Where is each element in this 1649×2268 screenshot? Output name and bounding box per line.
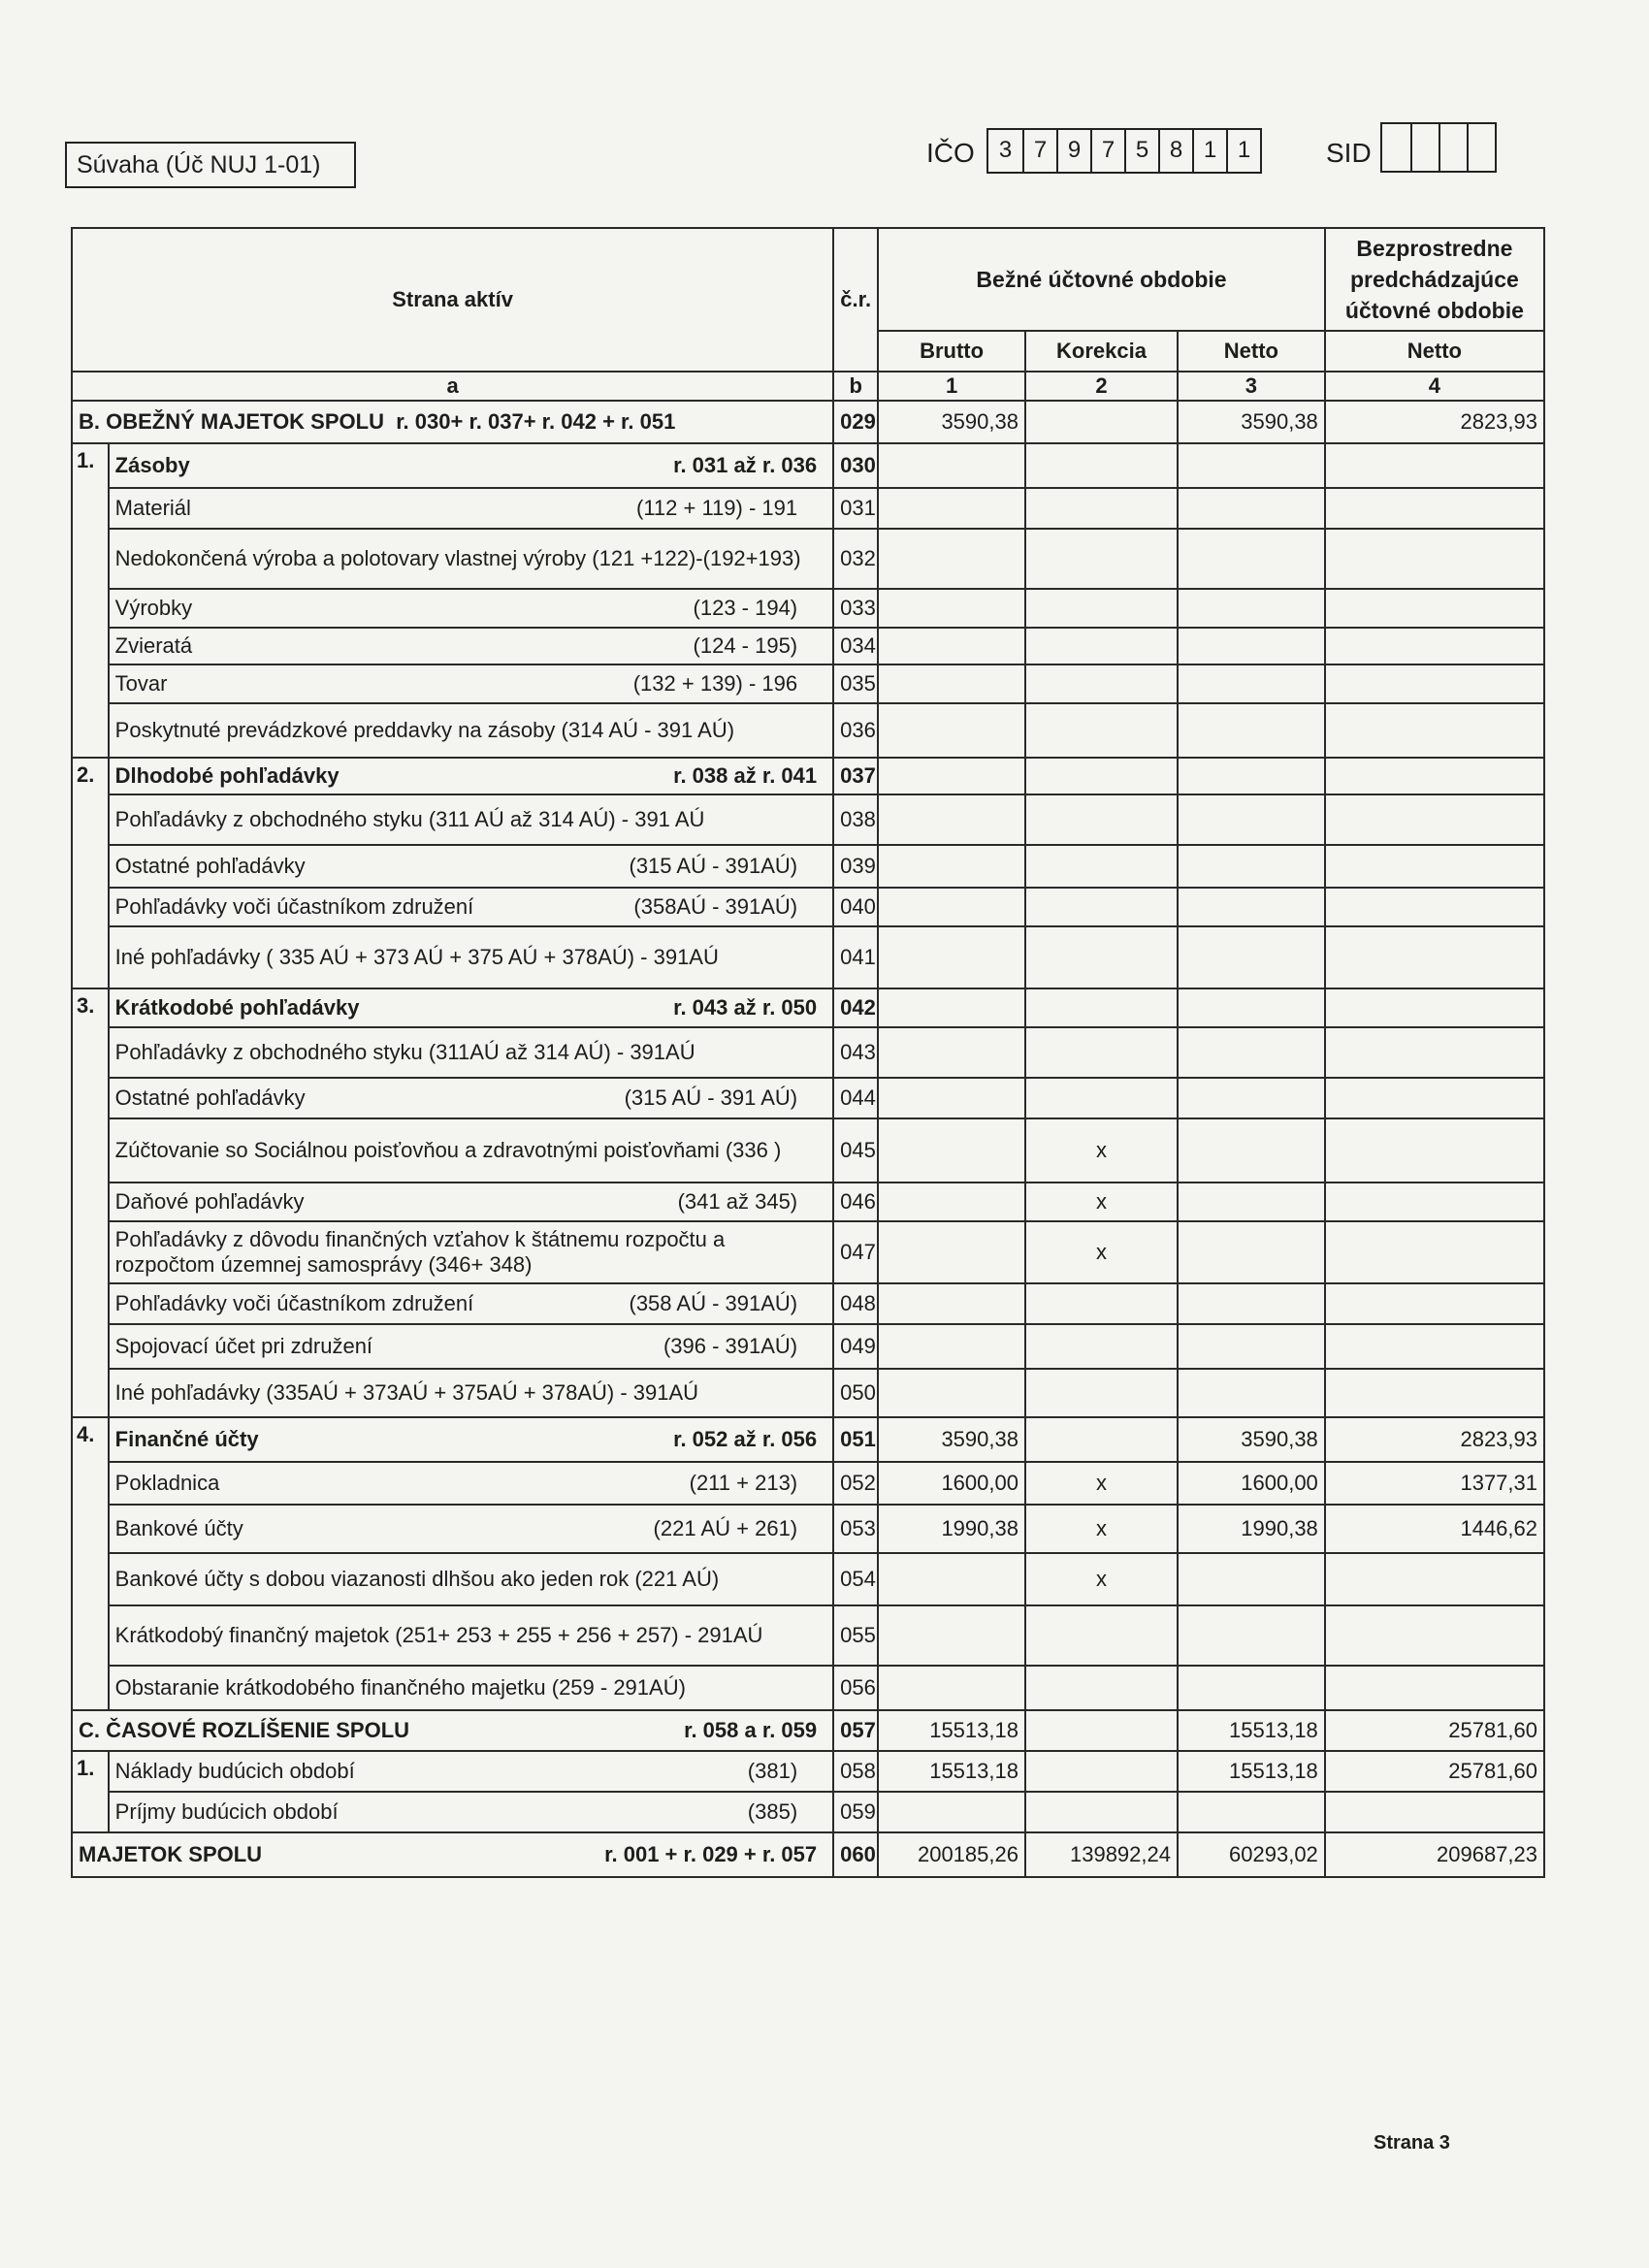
ico-digit: 7 xyxy=(1090,130,1124,172)
cell-brutto xyxy=(878,589,1025,628)
row-label: Poskytnuté prevádzkové preddavky na zásoby (314 AÚ - 391 AÚ) xyxy=(109,703,833,758)
cell-netto xyxy=(1178,1283,1325,1324)
cell-brutto xyxy=(878,1369,1025,1417)
cell-prev xyxy=(1325,758,1544,794)
row-code: 048 xyxy=(833,1283,878,1324)
table-row xyxy=(72,1505,1544,1553)
cell-prev xyxy=(1325,664,1544,703)
sid-digit-box xyxy=(1410,124,1439,171)
table-row xyxy=(72,1027,1544,1078)
cell-netto: 15513,18 xyxy=(1178,1710,1325,1751)
cell-prev: 209687,23 xyxy=(1325,1832,1544,1877)
row-code: 054 xyxy=(833,1553,878,1605)
table-row xyxy=(72,1792,1544,1832)
cell-prev xyxy=(1325,1369,1544,1417)
table-row xyxy=(72,758,1544,794)
idx-b: b xyxy=(833,372,878,401)
sid-boxes xyxy=(1380,122,1497,173)
row-code: 055 xyxy=(833,1605,878,1666)
cell-korekcia xyxy=(1025,401,1178,443)
cell-netto xyxy=(1178,628,1325,664)
cell-prev xyxy=(1325,488,1544,529)
cell-brutto xyxy=(878,1283,1025,1324)
cell-netto xyxy=(1178,1666,1325,1710)
cell-prev xyxy=(1325,1221,1544,1283)
row-label: Pohľadávky z dôvodu finančných vzťahov k štátnemu rozpočtu a rozpočtom územnej samosprávy (346+ 348) xyxy=(109,1221,833,1283)
cell-netto: 1600,00 xyxy=(1178,1462,1325,1505)
table-row xyxy=(72,1710,1544,1751)
cell-netto xyxy=(1178,794,1325,845)
cell-prev: 25781,60 xyxy=(1325,1710,1544,1751)
cell-brutto xyxy=(878,926,1025,988)
cell-netto xyxy=(1178,988,1325,1027)
row-label: Krátkodobý finančný majetok (251+ 253 + 255 + 256 + 257) - 291AÚ xyxy=(109,1605,833,1666)
table-index-row xyxy=(72,372,1544,401)
cell-netto: 3590,38 xyxy=(1178,401,1325,443)
ico-digit: 8 xyxy=(1158,130,1192,172)
cell-prev xyxy=(1325,1027,1544,1078)
cell-korekcia: x xyxy=(1025,1183,1178,1221)
col-strana-aktiv: Strana aktív xyxy=(72,228,833,372)
idx-2: 2 xyxy=(1025,372,1178,401)
cell-brutto xyxy=(878,703,1025,758)
cell-korekcia: 139892,24 xyxy=(1025,1832,1178,1877)
table-row xyxy=(72,1666,1544,1710)
cell-korekcia xyxy=(1025,926,1178,988)
cell-netto: 1990,38 xyxy=(1178,1505,1325,1553)
row-code: 043 xyxy=(833,1027,878,1078)
cell-netto xyxy=(1178,888,1325,926)
table-row xyxy=(72,401,1544,443)
cell-prev xyxy=(1325,794,1544,845)
row-label: Pohľadávky voči účastníkom združení (358 AÚ - 391AÚ) xyxy=(109,1283,833,1324)
row-code: 038 xyxy=(833,794,878,845)
row-code: 058 xyxy=(833,1751,878,1792)
cell-prev xyxy=(1325,1792,1544,1832)
cell-brutto xyxy=(878,1221,1025,1283)
cell-prev xyxy=(1325,1666,1544,1710)
cell-brutto: 15513,18 xyxy=(878,1751,1025,1792)
ico-digit: 9 xyxy=(1056,130,1090,172)
table-row xyxy=(72,1118,1544,1183)
cell-korekcia xyxy=(1025,1369,1178,1417)
row-label: Ostatné pohľadávky (315 AÚ - 391 AÚ) xyxy=(109,1078,833,1118)
cell-korekcia xyxy=(1025,1417,1178,1462)
ico-boxes xyxy=(986,128,1262,174)
table-row xyxy=(72,988,1544,1027)
cell-brutto xyxy=(878,1792,1025,1832)
row-code: 060 xyxy=(833,1832,878,1877)
col-netto: Netto xyxy=(1178,331,1325,372)
row-label: Dlhodobé pohľadávky r. 038 až r. 041 xyxy=(109,758,833,794)
sid-label: SID xyxy=(1326,138,1372,168)
section-number: 1. xyxy=(72,1751,109,1832)
row-label: Tovar (132 + 139) - 196 xyxy=(109,664,833,703)
row-code: 032 xyxy=(833,529,878,589)
cell-korekcia xyxy=(1025,1324,1178,1369)
row-code: 049 xyxy=(833,1324,878,1369)
cell-korekcia xyxy=(1025,794,1178,845)
cell-netto xyxy=(1178,758,1325,794)
cell-brutto: 1600,00 xyxy=(878,1462,1025,1505)
cell-prev xyxy=(1325,888,1544,926)
cell-netto xyxy=(1178,664,1325,703)
cell-korekcia xyxy=(1025,529,1178,589)
row-code: 031 xyxy=(833,488,878,529)
row-label: Príjmy budúcich období (385) xyxy=(109,1792,833,1832)
cell-korekcia xyxy=(1025,443,1178,488)
sid-digit-box xyxy=(1439,124,1467,171)
row-code: 040 xyxy=(833,888,878,926)
row-label: Pohľadávky voči účastníkom združení (358AÚ - 391AÚ) xyxy=(109,888,833,926)
table-row xyxy=(72,1751,1544,1792)
idx-3: 3 xyxy=(1178,372,1325,401)
row-code: 046 xyxy=(833,1183,878,1221)
cell-netto xyxy=(1178,1324,1325,1369)
cell-netto xyxy=(1178,1027,1325,1078)
table-row xyxy=(72,1369,1544,1417)
cell-brutto: 15513,18 xyxy=(878,1710,1025,1751)
table-row xyxy=(72,794,1544,845)
cell-korekcia xyxy=(1025,628,1178,664)
cell-netto xyxy=(1178,1792,1325,1832)
cell-korekcia: x xyxy=(1025,1118,1178,1183)
row-label: Zúčtovanie so Sociálnou poisťovňou a zdravotnými poisťovňami (336 ) xyxy=(109,1118,833,1183)
cell-prev xyxy=(1325,988,1544,1027)
row-label: Spojovací účet pri združení (396 - 391AÚ) xyxy=(109,1324,833,1369)
cell-brutto xyxy=(878,529,1025,589)
row-code: 057 xyxy=(833,1710,878,1751)
cell-netto: 60293,02 xyxy=(1178,1832,1325,1877)
ico-digit: 7 xyxy=(1022,130,1056,172)
cell-prev xyxy=(1325,845,1544,888)
row-code: 034 xyxy=(833,628,878,664)
ico-digit: 1 xyxy=(1226,130,1260,172)
cell-prev xyxy=(1325,1324,1544,1369)
table-header-row xyxy=(72,228,1544,331)
table-row xyxy=(72,443,1544,488)
cell-brutto: 200185,26 xyxy=(878,1832,1025,1877)
row-label: Iné pohľadávky (335AÚ + 373AÚ + 375AÚ + 378AÚ) - 391AÚ xyxy=(109,1369,833,1417)
cell-netto xyxy=(1178,529,1325,589)
cell-korekcia xyxy=(1025,1283,1178,1324)
cell-netto xyxy=(1178,1605,1325,1666)
row-label: Krátkodobé pohľadávky r. 043 až r. 050 xyxy=(109,988,833,1027)
cell-prev: 1377,31 xyxy=(1325,1462,1544,1505)
cell-brutto: 3590,38 xyxy=(878,1417,1025,1462)
cell-prev xyxy=(1325,1078,1544,1118)
table-row xyxy=(72,888,1544,926)
ico-digit: 5 xyxy=(1124,130,1158,172)
row-label: Zásoby r. 031 až r. 036 xyxy=(109,443,833,488)
row-code: 035 xyxy=(833,664,878,703)
row-label: Materiál (112 + 119) - 191 xyxy=(109,488,833,529)
ico-label: IČO xyxy=(926,138,975,168)
row-code: 044 xyxy=(833,1078,878,1118)
ico-digit: 3 xyxy=(998,137,1013,163)
row-code: 052 xyxy=(833,1462,878,1505)
cell-brutto: 1990,38 xyxy=(878,1505,1025,1553)
ico-digit: 1 xyxy=(1192,130,1226,172)
table-row xyxy=(72,1553,1544,1605)
cell-korekcia xyxy=(1025,703,1178,758)
table-row xyxy=(72,1462,1544,1505)
idx-1: 1 xyxy=(878,372,1025,401)
cell-brutto xyxy=(878,1183,1025,1221)
row-code: 056 xyxy=(833,1666,878,1710)
idx-4: 4 xyxy=(1325,372,1544,401)
table-row xyxy=(72,529,1544,589)
cell-brutto xyxy=(878,1118,1025,1183)
cell-korekcia xyxy=(1025,888,1178,926)
row-label: Bankové účty s dobou viazanosti dlhšou ako jeden rok (221 AÚ) xyxy=(109,1553,833,1605)
cell-brutto xyxy=(878,1666,1025,1710)
cell-korekcia xyxy=(1025,1027,1178,1078)
section-number: 1. xyxy=(72,443,109,758)
row-label: C. ČASOVÉ ROZLÍŠENIE SPOLU r. 058 a r. 059 xyxy=(72,1710,833,1751)
table-row xyxy=(72,664,1544,703)
table-row xyxy=(72,488,1544,529)
row-code: 033 xyxy=(833,589,878,628)
row-code: 053 xyxy=(833,1505,878,1553)
cell-netto: 3590,38 xyxy=(1178,1417,1325,1462)
cell-korekcia xyxy=(1025,1710,1178,1751)
row-code: 042 xyxy=(833,988,878,1027)
cell-korekcia xyxy=(1025,488,1178,529)
cell-brutto xyxy=(878,888,1025,926)
cell-korekcia: x xyxy=(1025,1553,1178,1605)
row-label: Nedokončená výroba a polotovary vlastnej výroby (121 +122)-(192+193) xyxy=(109,529,833,589)
section-number: 4. xyxy=(72,1417,109,1710)
row-label: Bankové účty (221 AÚ + 261) xyxy=(109,1505,833,1553)
cell-prev: 1446,62 xyxy=(1325,1505,1544,1553)
row-code: 039 xyxy=(833,845,878,888)
col-bezne-obdobie: Bežné účtovné obdobie xyxy=(878,228,1325,331)
row-label: Pokladnica (211 + 213) xyxy=(109,1462,833,1505)
idx-a: a xyxy=(72,372,833,401)
col-korekcia: Korekcia xyxy=(1025,331,1178,372)
balance-sheet-table xyxy=(71,227,1545,1878)
cell-korekcia xyxy=(1025,664,1178,703)
row-code: 036 xyxy=(833,703,878,758)
row-code: 050 xyxy=(833,1369,878,1417)
table-row xyxy=(72,628,1544,664)
row-code: 045 xyxy=(833,1118,878,1183)
cell-korekcia: x xyxy=(1025,1462,1178,1505)
cell-prev xyxy=(1325,703,1544,758)
cell-netto xyxy=(1178,1183,1325,1221)
row-code: 059 xyxy=(833,1792,878,1832)
row-code: 037 xyxy=(833,758,878,794)
section-number: 3. xyxy=(72,988,109,1417)
row-label: Pohľadávky z obchodného styku (311 AÚ až 314 AÚ) - 391 AÚ xyxy=(109,794,833,845)
cell-prev xyxy=(1325,1605,1544,1666)
cell-korekcia: x xyxy=(1025,1505,1178,1553)
cell-korekcia xyxy=(1025,758,1178,794)
row-label: MAJETOK SPOLU r. 001 + r. 029 + r. 057 xyxy=(72,1832,833,1877)
table-row xyxy=(72,1078,1544,1118)
row-label: Pohľadávky z obchodného styku (311AÚ až 314 AÚ) - 391AÚ xyxy=(109,1027,833,1078)
cell-netto xyxy=(1178,926,1325,988)
cell-korekcia xyxy=(1025,589,1178,628)
cell-prev xyxy=(1325,589,1544,628)
row-label: Náklady budúcich období (381) xyxy=(109,1751,833,1792)
row-label: Obstaranie krátkodobého finančného majetku (259 - 291AÚ) xyxy=(109,1666,833,1710)
table-row xyxy=(72,1221,1544,1283)
cell-prev xyxy=(1325,443,1544,488)
row-code: 030 xyxy=(833,443,878,488)
cell-prev xyxy=(1325,926,1544,988)
cell-korekcia xyxy=(1025,1792,1178,1832)
cell-netto xyxy=(1178,1078,1325,1118)
row-label: Finančné účty r. 052 až r. 056 xyxy=(109,1417,833,1462)
col-cr: č.r. xyxy=(833,228,878,372)
row-label: Zvieratá (124 - 195) xyxy=(109,628,833,664)
cell-korekcia xyxy=(1025,1078,1178,1118)
cell-prev xyxy=(1325,628,1544,664)
row-label: Ostatné pohľadávky (315 AÚ - 391AÚ) xyxy=(109,845,833,888)
cell-netto xyxy=(1178,1369,1325,1417)
table-row xyxy=(72,1324,1544,1369)
cell-korekcia xyxy=(1025,1605,1178,1666)
table-row xyxy=(72,1283,1544,1324)
cell-brutto xyxy=(878,794,1025,845)
page-number: Strana 3 xyxy=(1374,2132,1450,2154)
cell-prev: 2823,93 xyxy=(1325,1417,1544,1462)
table-row xyxy=(72,703,1544,758)
col-predch-obdobie: Bezprostredne predchádzajúce účtovné obdobie xyxy=(1325,228,1544,331)
row-label: Iné pohľadávky ( 335 AÚ + 373 AÚ + 375 AÚ + 378AÚ) - 391AÚ xyxy=(109,926,833,988)
cell-korekcia xyxy=(1025,988,1178,1027)
cell-netto: 15513,18 xyxy=(1178,1751,1325,1792)
row-label: Výrobky (123 - 194) xyxy=(109,589,833,628)
cell-netto xyxy=(1178,488,1325,529)
cell-brutto xyxy=(878,628,1025,664)
row-code: 051 xyxy=(833,1417,878,1462)
cell-brutto xyxy=(878,1324,1025,1369)
sid-digit-box xyxy=(1467,124,1495,171)
cell-brutto xyxy=(878,845,1025,888)
row-code: 047 xyxy=(833,1221,878,1283)
cell-korekcia xyxy=(1025,845,1178,888)
table-row-total xyxy=(72,1832,1544,1877)
cell-netto xyxy=(1178,703,1325,758)
cell-prev xyxy=(1325,529,1544,589)
cell-brutto xyxy=(878,988,1025,1027)
cell-netto xyxy=(1178,845,1325,888)
cell-prev: 25781,60 xyxy=(1325,1751,1544,1792)
row-code: 041 xyxy=(833,926,878,988)
table-row xyxy=(72,926,1544,988)
row-label: Daňové pohľadávky (341 až 345) xyxy=(109,1183,833,1221)
cell-netto xyxy=(1178,1221,1325,1283)
row-code: 029 xyxy=(833,401,878,443)
cell-brutto xyxy=(878,488,1025,529)
col-brutto: Brutto xyxy=(878,331,1025,372)
table-row xyxy=(72,1605,1544,1666)
cell-korekcia xyxy=(1025,1666,1178,1710)
table-row xyxy=(72,1417,1544,1462)
cell-netto xyxy=(1178,589,1325,628)
section-number: 2. xyxy=(72,758,109,988)
cell-brutto xyxy=(878,1605,1025,1666)
cell-prev xyxy=(1325,1183,1544,1221)
cell-korekcia xyxy=(1025,1751,1178,1792)
table-row xyxy=(72,589,1544,628)
cell-brutto xyxy=(878,1078,1025,1118)
table-row xyxy=(72,845,1544,888)
cell-korekcia: x xyxy=(1025,1221,1178,1283)
cell-prev xyxy=(1325,1283,1544,1324)
row-label: B. OBEŽNÝ MAJETOK SPOLU r. 030+ r. 037+ r. 042 + r. 051 xyxy=(72,401,833,443)
cell-prev xyxy=(1325,1118,1544,1183)
cell-netto xyxy=(1178,1118,1325,1183)
cell-netto xyxy=(1178,1553,1325,1605)
cell-brutto xyxy=(878,1027,1025,1078)
cell-netto xyxy=(1178,443,1325,488)
table-row xyxy=(72,1183,1544,1221)
form-title: Súvaha (Úč NUJ 1-01) xyxy=(65,142,356,188)
col-netto-prev: Netto xyxy=(1325,331,1544,372)
cell-brutto xyxy=(878,758,1025,794)
sid-digit-box xyxy=(1382,124,1410,171)
cell-brutto: 3590,38 xyxy=(878,401,1025,443)
cell-brutto xyxy=(878,443,1025,488)
cell-prev: 2823,93 xyxy=(1325,401,1544,443)
cell-brutto xyxy=(878,1553,1025,1605)
cell-brutto xyxy=(878,664,1025,703)
cell-prev xyxy=(1325,1553,1544,1605)
